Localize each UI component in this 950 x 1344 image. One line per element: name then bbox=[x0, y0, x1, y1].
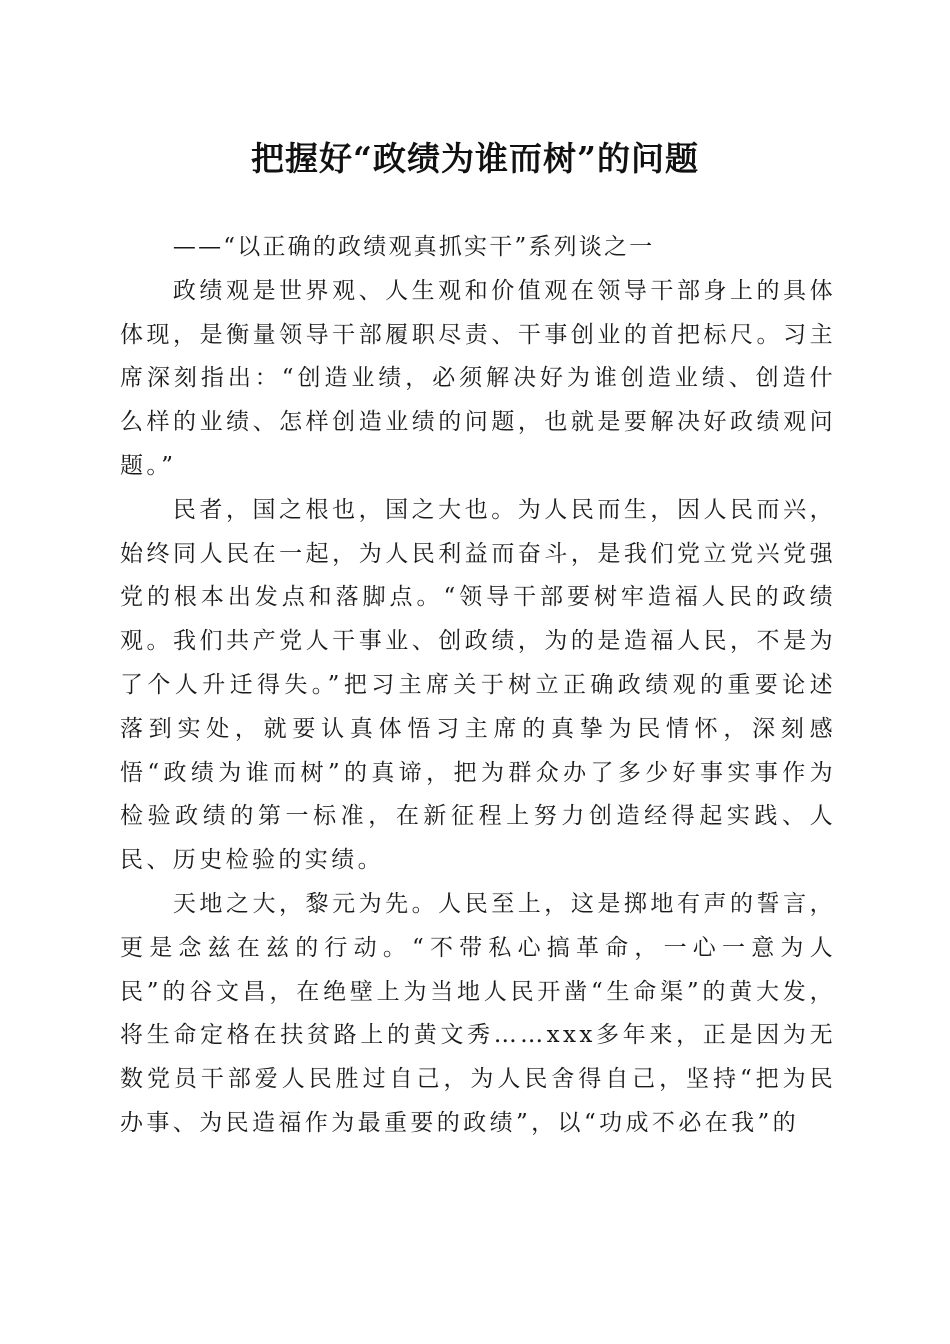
document-body bbox=[120, 226, 836, 1146]
document-title: 把握好“政绩为谁而树”的问题 bbox=[251, 139, 699, 178]
paragraph-2: 民者，国之根也，国之大也。为人民而生，因人民而兴，始终同人民在一起，为人民利益而奋斗，是我们党立党兴党强党的根本出发点和落脚点。“领导干部要树牢造福人民的政绩观。我们共产党人干事业、创政绩，为的是造福人民，不是为了个人升迁得失。”把习主席关于树立正确政绩观的重要论述落到实处，就要认真体悟习主席的真挚为民情怀，深刻感悟“政绩为谁而树”的真谛，把为群众办了多少好事实事作为检验政绩的第一标准，在新征程上努力创造经得起实践、人民、历史检验的实绩。 bbox=[120, 496, 836, 874]
document-subtitle: ——“以正确的政绩观真抓实干”系列谈之一 bbox=[172, 234, 655, 260]
paragraph-3: 天地之大，黎元为先。人民至上，这是掷地有声的誓言，更是念兹在兹的行动。“不带私心搞革命，一心一意为人民”的谷文昌，在绝壁上为当地人民开凿“生命渠”的黄大发，将生命定格在扶贫路上的黄文秀……xxx多年来，正是因为无数党员干部爱人民胜过自己，为人民舍得自己，坚持“把为民办事、为民造福作为最重要的政绩”，以“功成不必在我”的 bbox=[120, 890, 836, 1136]
paragraph-1: 政绩观是世界观、人生观和价值观在领导干部身上的具体体现，是衡量领导干部履职尽责、干事创业的首把标尺。习主席深刻指出：“创造业绩，必须解决好为谁创造业绩、创造什么样的业绩、怎样创造业绩的问题，也就是要解决好政绩观问题。” bbox=[120, 277, 836, 479]
